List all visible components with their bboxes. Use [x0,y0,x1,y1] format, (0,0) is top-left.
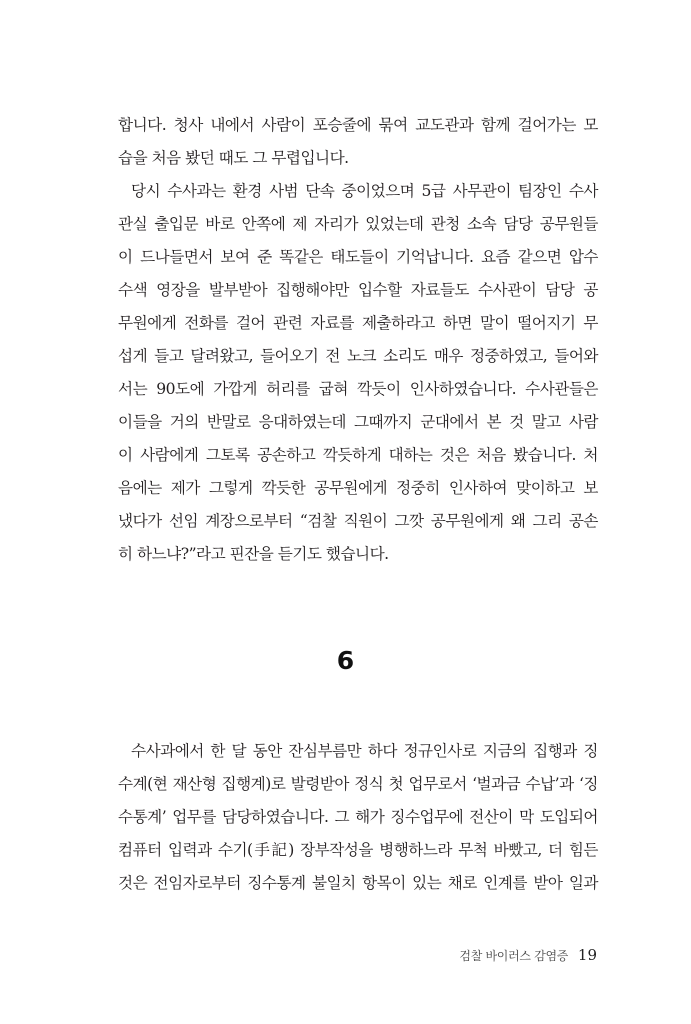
body-text-line: 이들을 거의 반말로 응대하였는데 그때까지 군대에서 본 것 말고 사람 [118,413,598,431]
body-text-line: 것은 전임자로부터 징수통계 불일치 항목이 있는 채로 인계를 받아 일과 [118,874,598,892]
body-text-line: 무원에게 전화를 걸어 관련 자료를 제출하라고 하면 말이 떨어지기 무 [118,314,598,332]
body-text-line: 섭게 들고 달려왔고, 들어오기 전 노크 소리도 매우 정중하였고, 들어와 [118,347,598,365]
body-text-line: 합니다. 청사 내에서 사람이 포승줄에 묶여 교도관과 함께 걸어가는 모 [118,116,598,134]
body-text-line: 당시 수사과는 환경 사범 단속 중이었으며 5급 사무관이 팀장인 수사 [131,182,598,200]
page-footer [459,946,597,965]
body-text-line: 관실 출입문 바로 안쪽에 제 자리가 있었는데 관청 소속 담당 공무원들 [118,215,598,233]
body-text-line: 이 드나들면서 보여 준 똑같은 태도들이 기억납니다. 요즘 같으면 압수 [118,248,598,266]
page-number: 19 [577,946,597,964]
section-number: 6 [336,646,355,675]
body-text-line: 컴퓨터 입력과 수기(手記) 장부작성을 병행하느라 무척 바빴고, 더 힘든 [118,841,598,859]
body-text-line: 음에는 제가 그렇게 깍듯한 공무원에게 정중히 인사하여 맞이하고 보 [118,479,598,497]
body-text-line: 수통계’ 업무를 담당하였습니다. 그 해가 징수업무에 전산이 막 도입되어 [118,808,598,826]
body-text-line: 수색 영장을 발부받아 집행해야만 입수할 자료들도 수사관이 담당 공 [118,281,598,299]
body-text-line: 서는 90도에 가깝게 허리를 굽혀 깍듯이 인사하였습니다. 수사관들은 [118,380,598,398]
body-text-line: 이 사람에게 그토록 공손하고 깍듯하게 대하는 것은 처음 봤습니다. 처 [118,446,598,464]
body-text-line: 수사과에서 한 달 동안 잔심부름만 하다 정규인사로 지금의 집행과 징 [131,742,598,760]
body-text-line: 히 하느냐?”라고 핀잔을 듣기도 했습니다. [118,545,389,563]
body-text-line: 냈다가 선임 계장으로부터 “검찰 직원이 그깟 공무원에게 왜 그리 공손 [118,512,598,530]
running-title: 검찰 바이러스 감염증 [459,949,569,963]
body-text-line: 수계(현 재산형 집행계)로 발령받아 정식 첫 업무로서 ‘벌과금 수납’과 ‘징 [118,775,598,793]
body-text-line: 습을 처음 봤던 때도 그 무렵입니다. [118,149,349,167]
